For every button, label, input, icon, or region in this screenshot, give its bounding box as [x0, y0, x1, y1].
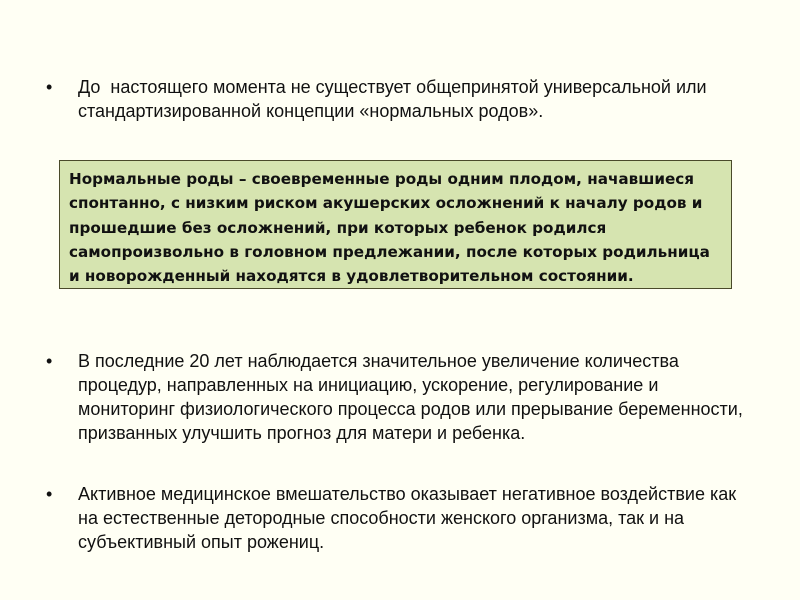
bullet-marker-icon: •	[46, 484, 53, 504]
bullet-marker-icon: •	[46, 351, 53, 371]
bullet-text-1: До настоящего момента не существует общепринятой универсальной или стандартизированной концепции «нормальных родов».	[78, 77, 712, 121]
definition-box	[59, 160, 732, 289]
bullet-item-2	[46, 349, 756, 445]
bullet-item-3	[46, 482, 756, 554]
definition-text: Нормальные роды – своевременные роды одним плодом, начавшиеся спонтанно, с низким риском акушерских осложнений к началу родов и прошедшие без осложнений, при которых ребенок родился самопроизвольно в головном предлежании, после которых родильница и новорожденный находятся в удовлетворительном состоянии.	[69, 170, 710, 286]
bullet-marker-icon: •	[46, 77, 53, 97]
bullet-text-3: Активное медицинское вмешательство оказывает негативное воздействие как на естественные детородные способности женского организма, так и на субъективный опыт рожениц.	[78, 484, 742, 552]
bullet-item-1	[46, 75, 756, 123]
bullet-text-2: В последние 20 лет наблюдается значительное увеличение количества процедур, направленных на инициацию, ускорение, регулирование и мониторинг физиологического процесса родов или прерывание беременности, призванных улучшить прогноз для матери и ребенка.	[78, 351, 748, 443]
